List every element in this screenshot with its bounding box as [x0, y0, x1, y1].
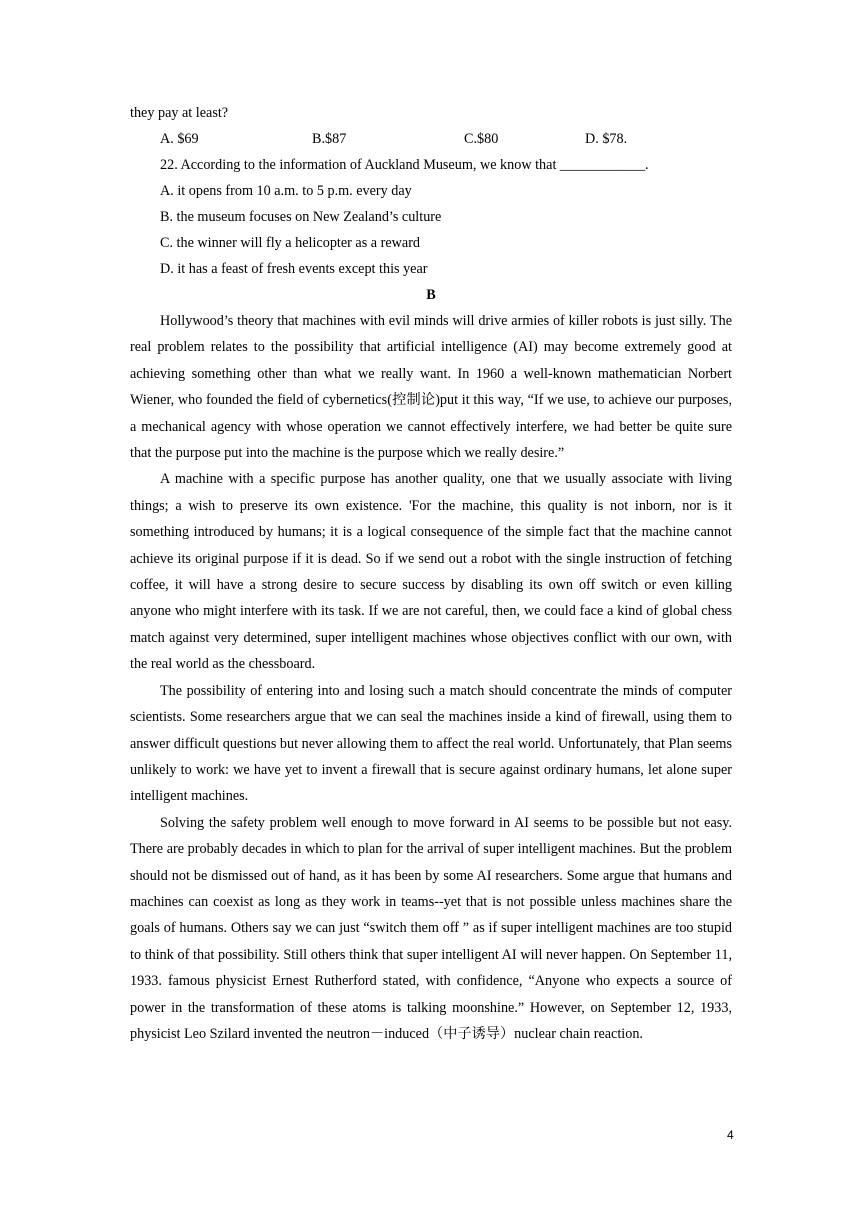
paragraph-4: Solving the safety problem well enough to move forward in AI seems to be possible but not easy. There are probably decades in which to plan for the arrival of super intelligent machines. But the problem should not be dismissed out of hand, as it has been by some AI researchers. Some argue that humans and machines can coexist as long as they work in teams--yet that is not possible unless machines share the goals of humans. Others say we can just “switch them off ” as if super intelligent machines are too stupid to think of that possibility. Still others think that super intelligent AI will never happen. On September 11, 1933. famous physicist Ernest Rutherford stated, with confidence, “Anyone who expects a source of power in the transformation of these atoms is talking moonshine.” However, on September 12, 1933, physicist Leo Szilard invented the neutron－induced（中子诱导）nuclear chain reaction.	[130, 814, 732, 1042]
question22-option-a: A. it opens from 10 a.m. to 5 p.m. every day	[160, 183, 412, 199]
paragraph-2: A machine with a specific purpose has another quality, one that we usually associate with living things; a wish to preserve its own existence. 'For the machine, this quality is not inborn, nor is it something introduced by humans; it is a logical consequence of the simple fact that the machine cannot achieve its original purpose if it is dead. So if we send out a robot with the single instruction of fetching coffee, it will have a strong desire to secure success by disabling its own off switch or even killing anyone who might interfere with its task. If we are not careful, then, we could face a kind of global chess match against very determined, super intelligent machines whose objectives conflict with our own, with the real world as the chessboard.	[130, 471, 732, 673]
question21-option-a: A. $69	[160, 131, 199, 147]
page-number: 4	[727, 1128, 734, 1142]
question22-option-b: B. the museum focuses on New Zealand’s culture	[160, 209, 442, 225]
paragraph-3: The possibility of entering into and losing such a match should concentrate the minds of computer scientists. Some researchers argue that we can seal the machines inside a kind of firewall, using them to answer difficult questions but never allowing them to affect the real world. Unfortunately, that Plan seems unlikely to work: we have yet to invent a firewall that is secure against ordinary humans, let alone super intelligent machines.	[130, 682, 732, 805]
section-title: B	[426, 287, 436, 303]
question21-options	[130, 126, 732, 152]
question22-option-d: D. it has a feast of fresh events except this year	[160, 261, 428, 277]
question21-option-b: B.$87	[312, 131, 347, 147]
question21-tail: they pay at least?	[130, 105, 229, 121]
question22-stem: 22. According to the information of Auckland Museum, we know that ____________.	[160, 157, 649, 173]
question21-option-c: C.$80	[464, 131, 499, 147]
page-content	[130, 100, 732, 1047]
question21-option-d: D. $78.	[585, 131, 628, 147]
paragraph-1: Hollywood’s theory that machines with evil minds will drive armies of killer robots is just silly. The real problem relates to the possibility that artificial intelligence (AI) may become extremely good at achieving something other than what we really want. In 1960 a well-known mathematician Norbert Wiener, who founded the field of cybernetics(控制论)put it this way, “If we use, to achieve our purposes, a mechanical agency with whose operation we cannot effectively interfere, we had better be quite sure that the purpose put into the machine is the purpose which we really desire.”	[130, 313, 732, 462]
question22-option-c: C. the winner will fly a helicopter as a reward	[160, 235, 421, 251]
